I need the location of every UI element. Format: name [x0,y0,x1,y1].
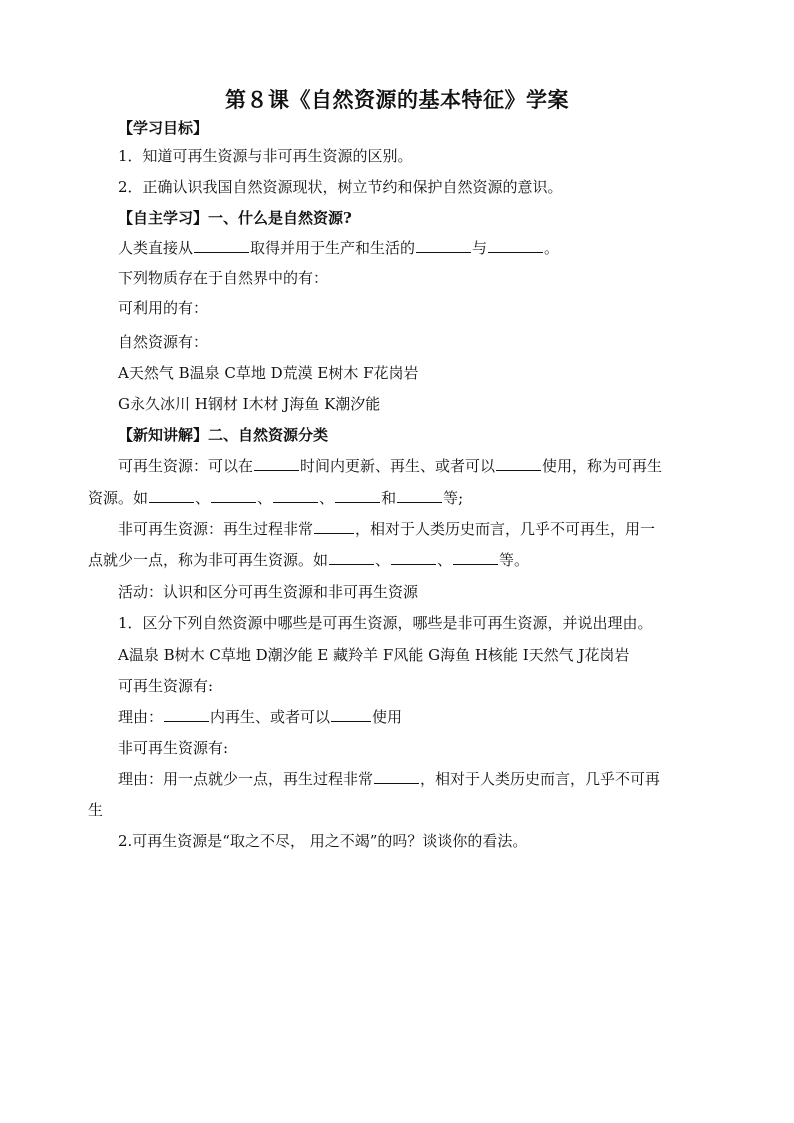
goal-item-2: 2．正确认识我国自然资源现状，树立节约和保护自然资源的意识。 [118,178,563,196]
activity-title: 活动：认识和区分可再生资源和非可再生资源 [118,583,419,601]
text-segment: 理由： [118,708,164,726]
text-segment: 使用 [372,708,403,726]
separator: 、 [319,489,335,507]
text-segment: 非可再生资源：再生过程非常 [118,520,314,538]
blank-field[interactable] [335,488,380,503]
blank-field[interactable] [273,488,318,503]
options-list-2: G永久冰川 H钢材 I木材 J海鱼 K潮汐能 [118,395,381,413]
goals-heading: 【学习目标】 [118,119,209,137]
question-usable: 可利用的有： [118,299,209,317]
goal-item-1: 1．知道可再生资源与非可再生资源的区别。 [118,147,413,165]
text-segment: 与 [472,239,488,257]
blank-field[interactable] [194,238,249,253]
blank-field[interactable] [374,769,419,784]
text-segment: 等。 [499,551,530,569]
question-natural-resources: 自然资源有： [118,333,209,351]
text-segment: 使用，称为可再生 [542,457,663,475]
self-study-heading: 【自主学习】一、什么是自然资源? [118,209,352,227]
text-segment: 等; [443,489,464,507]
text-segment: 理由：用一点就少一点，再生过程非常 [118,770,374,788]
blank-field[interactable] [488,238,543,253]
text-segment: 可再生资源：可以在 [118,457,254,475]
text-segment: 人类直接从 [118,239,194,257]
definition-question [118,238,559,258]
text-segment: 资源。如 [88,489,149,507]
activity-question-2: 2.可再生资源是“取之不尽， 用之不竭”的吗？谈谈你的看法。 [118,832,528,850]
nonrenewable-reason-line-1 [118,769,660,789]
blank-field[interactable] [453,550,498,565]
blank-field[interactable] [329,550,374,565]
separator: 、 [375,551,391,569]
activity-question-1: 1．区分下列自然资源中哪些是可再生资源，哪些是非可再生资源，并说出理由。 [118,614,653,632]
nonrenewable-definition-line-2 [88,550,529,570]
blank-field[interactable] [496,456,541,471]
blank-field[interactable] [416,238,471,253]
separator: 、 [257,489,273,507]
renewable-definition-line-2 [88,488,463,508]
nonrenewable-answer-label: 非可再生资源有: [118,739,229,757]
separator: 、 [437,551,453,569]
activity-options: A温泉 B树木 C草地 D潮汐能 E 藏羚羊 F风能 G海鱼 H核能 I天然气 J花岗岩 [118,646,630,664]
separator: 、 [195,489,211,507]
renewable-definition-line-1 [118,456,662,476]
blank-field[interactable] [211,488,256,503]
text-segment: 点就少一点，称为非可再生资源。如 [88,551,329,569]
nonrenewable-definition-line-1 [118,519,655,539]
blank-field[interactable] [391,550,436,565]
text-segment: 取得并用于生产和生活的 [250,239,416,257]
nonrenewable-reason-line-2: 生 [88,801,104,819]
text-segment: 和 [381,489,397,507]
renewable-reason [118,707,402,727]
blank-field[interactable] [397,488,442,503]
text-segment: 内再生、或者可以 [210,708,331,726]
text-segment: ，相对于人类历史而言，几乎不可再生，用一 [355,520,656,538]
page-title: 第８课《自然资源的基本特征》学案 [225,87,569,112]
text-segment: 。 [544,239,560,257]
new-knowledge-heading: 【新知讲解】二、自然资源分类 [118,426,329,444]
blank-field[interactable] [164,707,209,722]
blank-field[interactable] [314,519,354,534]
blank-field[interactable] [254,456,299,471]
blank-field[interactable] [149,488,194,503]
text-segment: 时间内更新、再生、或者可以 [300,457,496,475]
text-segment: ，相对于人类历史而言，几乎不可再 [420,770,661,788]
renewable-answer-label: 可再生资源有: [118,677,214,695]
options-list-1: A天然气 B温泉 C草地 D荒漠 E树木 F花岗岩 [118,364,419,382]
question-natural-exist: 下列物质存在于自然界中的有： [118,269,329,287]
blank-field[interactable] [331,707,371,722]
